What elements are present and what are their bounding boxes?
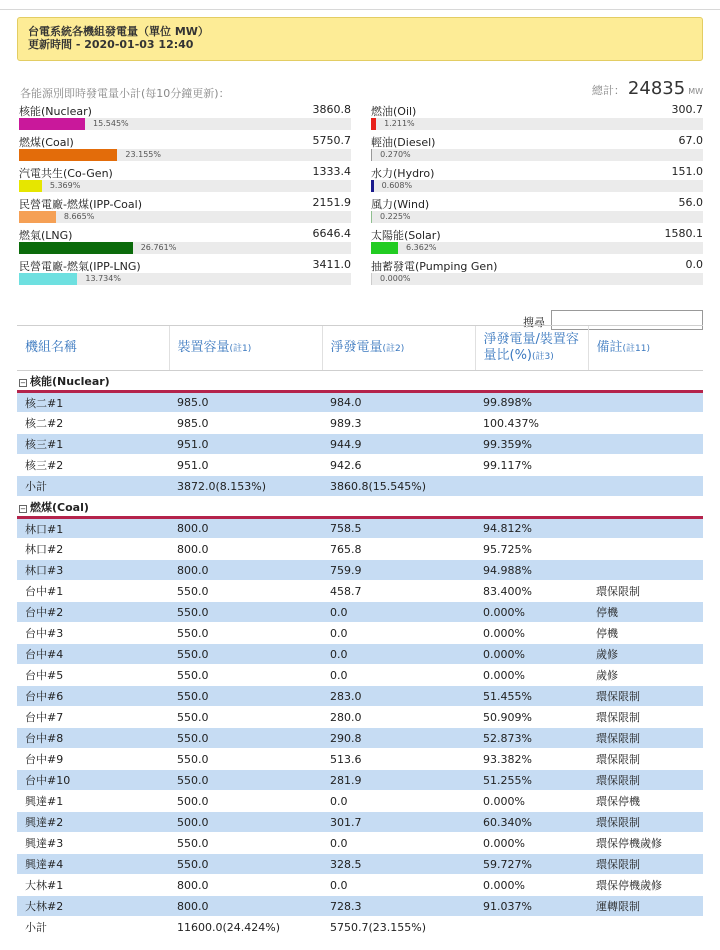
table-row [17, 581, 703, 602]
source-percent: 26.761% [140, 243, 177, 252]
table-cell: 759.9 [322, 560, 475, 581]
table-cell: 550.0 [169, 749, 322, 770]
source-bar-fill [19, 211, 56, 223]
table-cell [475, 917, 588, 938]
source-value: 151.0 [671, 165, 703, 178]
source-bar-track [19, 149, 351, 161]
table-cell: 台中#4 [17, 644, 169, 665]
table-cell: 94.988% [475, 560, 588, 581]
table-cell [588, 392, 703, 413]
header-banner [17, 17, 703, 61]
table-cell: 0.000% [475, 623, 588, 644]
table-cell: 944.9 [322, 434, 475, 455]
source-bar-track [19, 211, 351, 223]
table-cell: 0.000% [475, 602, 588, 623]
table-cell: 550.0 [169, 581, 322, 602]
table-cell: 99.359% [475, 434, 588, 455]
table-cell: 550.0 [169, 665, 322, 686]
table-cell [588, 455, 703, 476]
table-cell: 環保限制 [588, 812, 703, 833]
table-cell: 500.0 [169, 812, 322, 833]
table-cell: 951.0 [169, 434, 322, 455]
column-header[interactable] [475, 326, 588, 371]
table-cell: 環保停機歲修 [588, 875, 703, 896]
column-header[interactable] [588, 326, 703, 371]
generator-table [17, 325, 703, 938]
table-cell: 550.0 [169, 770, 322, 791]
table-cell: 0.000% [475, 644, 588, 665]
table-cell: 環保限制 [588, 686, 703, 707]
table-row [17, 833, 703, 854]
table-cell: 停機 [588, 602, 703, 623]
table-cell: 94.812% [475, 518, 588, 539]
source-percent: 0.270% [380, 150, 411, 159]
source-item [371, 256, 703, 287]
table-cell: 99.898% [475, 392, 588, 413]
source-value: 6646.4 [312, 227, 351, 240]
table-cell: 環保停機 [588, 791, 703, 812]
source-value: 1333.4 [312, 165, 351, 178]
source-name: 燃氣(LNG) [19, 229, 73, 242]
source-bar-track [371, 242, 703, 254]
source-bar-fill [19, 242, 133, 254]
table-cell: 550.0 [169, 644, 322, 665]
table-cell: 核三#1 [17, 434, 169, 455]
table-cell: 0.000% [475, 791, 588, 812]
source-value: 3860.8 [312, 103, 351, 116]
table-cell: 765.8 [322, 539, 475, 560]
table-row [17, 917, 703, 938]
table-cell: 550.0 [169, 728, 322, 749]
source-item [19, 163, 351, 194]
table-cell: 758.5 [322, 518, 475, 539]
table-cell: 大林#2 [17, 896, 169, 917]
table-body [17, 371, 703, 938]
table-header-row [17, 326, 703, 371]
source-item [19, 194, 351, 225]
source-value: 300.7 [671, 103, 703, 116]
table-cell: 台中#7 [17, 707, 169, 728]
table-cell: 989.3 [322, 413, 475, 434]
table-cell: 環保限制 [588, 707, 703, 728]
table-cell: 林口#2 [17, 539, 169, 560]
table-row [17, 854, 703, 875]
table-cell: 550.0 [169, 623, 322, 644]
table-cell [588, 560, 703, 581]
table-cell: 台中#1 [17, 581, 169, 602]
table-cell: 0.0 [322, 791, 475, 812]
table-cell: 台中#9 [17, 749, 169, 770]
table-cell: 942.6 [322, 455, 475, 476]
table-cell: 985.0 [169, 413, 322, 434]
table-cell: 500.0 [169, 791, 322, 812]
source-percent: 1.211% [384, 119, 415, 128]
table-cell: 興達#1 [17, 791, 169, 812]
source-bar-fill [371, 149, 372, 161]
table-row [17, 392, 703, 413]
table-cell: 環保停機歲修 [588, 833, 703, 854]
source-item [371, 225, 703, 256]
table-cell: 環保限制 [588, 770, 703, 791]
table-cell: 800.0 [169, 560, 322, 581]
table-row [17, 413, 703, 434]
source-percent: 0.000% [380, 274, 411, 283]
source-name: 抽蓄發電(Pumping Gen) [371, 260, 498, 273]
table-row [17, 749, 703, 770]
table-cell: 0.000% [475, 833, 588, 854]
table-cell: 95.725% [475, 539, 588, 560]
table-cell: 核二#2 [17, 413, 169, 434]
table-cell: 458.7 [322, 581, 475, 602]
table-cell: 0.0 [322, 602, 475, 623]
table-cell [588, 434, 703, 455]
source-bar-track [371, 273, 703, 285]
table-cell: 550.0 [169, 686, 322, 707]
table-cell: 林口#3 [17, 560, 169, 581]
column-header-note: (註3) [532, 351, 554, 362]
source-summary [17, 101, 703, 286]
table-cell: 93.382% [475, 749, 588, 770]
table-cell: 大林#1 [17, 875, 169, 896]
source-value: 1580.1 [664, 227, 703, 240]
table-cell: 歲修 [588, 644, 703, 665]
group-cell [17, 371, 703, 392]
table-cell: 0.0 [322, 833, 475, 854]
group-row[interactable] [17, 371, 703, 392]
table-cell: 985.0 [169, 392, 322, 413]
column-header[interactable] [169, 326, 322, 371]
source-value: 2151.9 [312, 196, 351, 209]
table-cell: 301.7 [322, 812, 475, 833]
table-cell: 歲修 [588, 665, 703, 686]
source-name: 輕油(Diesel) [371, 136, 436, 149]
table-cell: 核三#2 [17, 455, 169, 476]
source-bar-fill [371, 273, 372, 285]
total-output [592, 78, 703, 99]
top-divider [0, 0, 720, 10]
table-cell: 91.037% [475, 896, 588, 917]
table-cell: 281.9 [322, 770, 475, 791]
collapse-icon[interactable]: − [20, 378, 26, 387]
table-row [17, 875, 703, 896]
table-cell: 800.0 [169, 896, 322, 917]
table-cell: 小計 [17, 476, 169, 497]
table-cell: 100.437% [475, 413, 588, 434]
source-bar-fill [19, 118, 85, 130]
source-item [371, 163, 703, 194]
table-cell: 550.0 [169, 602, 322, 623]
source-percent: 0.225% [380, 212, 411, 221]
table-cell: 環保限制 [588, 581, 703, 602]
table-cell: 核二#1 [17, 392, 169, 413]
source-percent: 15.545% [93, 119, 129, 128]
table-cell: 運轉限制 [588, 896, 703, 917]
table-cell: 60.340% [475, 812, 588, 833]
table-cell: 5750.7(23.155%) [322, 917, 475, 938]
source-bar-fill [19, 180, 42, 192]
column-header-text: 淨發電量 [330, 339, 383, 355]
column-header-text: 機組名稱 [25, 339, 78, 355]
source-name: 水力(Hydro) [371, 167, 435, 180]
source-percent: 8.665% [63, 212, 95, 221]
table-row [17, 539, 703, 560]
source-name: 核能(Nuclear) [19, 105, 92, 118]
table-row [17, 896, 703, 917]
source-name: 民營電廠-燃煤(IPP-Coal) [19, 198, 142, 211]
column-header[interactable] [17, 326, 169, 371]
source-value: 0.0 [685, 258, 703, 271]
table-cell: 290.8 [322, 728, 475, 749]
table-row [17, 707, 703, 728]
table-cell: 興達#3 [17, 833, 169, 854]
source-bar-fill [371, 211, 372, 223]
source-bar-track [371, 211, 703, 223]
source-percent: 6.362% [406, 243, 437, 252]
source-percent: 13.734% [85, 274, 121, 283]
table-cell: 550.0 [169, 854, 322, 875]
group-cell [17, 497, 703, 518]
table-cell: 0.000% [475, 875, 588, 896]
update-time: 更新時間 - 2020-01-03 12:40 [28, 38, 194, 51]
column-header-text: 備註 [596, 339, 623, 355]
table-cell: 3860.8(15.545%) [322, 476, 475, 497]
column-header-note: (註11) [622, 343, 650, 354]
source-bar-track [19, 118, 351, 130]
source-value: 67.0 [678, 134, 703, 147]
table-cell: 51.455% [475, 686, 588, 707]
table-row [17, 770, 703, 791]
source-bar-fill [19, 149, 117, 161]
table-row [17, 812, 703, 833]
table-cell: 0.0 [322, 875, 475, 896]
source-item [371, 194, 703, 225]
total-label: 總計： [591, 84, 625, 97]
source-item [19, 101, 351, 132]
table-cell: 林口#1 [17, 518, 169, 539]
source-item [19, 132, 351, 163]
group-row[interactable] [17, 497, 703, 518]
table-row [17, 665, 703, 686]
table-cell [475, 476, 588, 497]
total-unit: MW [688, 87, 703, 96]
source-item [19, 256, 351, 287]
source-bar-track [19, 242, 351, 254]
table-cell: 52.873% [475, 728, 588, 749]
source-name: 燃油(Oil) [371, 105, 417, 118]
table-cell: 3872.0(8.153%) [169, 476, 322, 497]
source-bar-track [371, 180, 703, 192]
table-row [17, 644, 703, 665]
table-row [17, 455, 703, 476]
table-row [17, 623, 703, 644]
table-cell: 83.400% [475, 581, 588, 602]
source-percent: 5.369% [49, 181, 81, 190]
source-name: 風力(Wind) [371, 198, 430, 211]
source-bar-fill [371, 242, 398, 254]
table-cell: 59.727% [475, 854, 588, 875]
table-cell: 328.5 [322, 854, 475, 875]
source-name: 民營電廠-燃氣(IPP-LNG) [19, 260, 141, 273]
table-cell: 台中#5 [17, 665, 169, 686]
table-cell: 99.117% [475, 455, 588, 476]
search-label: 搜尋 [523, 316, 545, 329]
table-cell: 513.6 [322, 749, 475, 770]
table-cell: 951.0 [169, 455, 322, 476]
table-cell [588, 539, 703, 560]
table-cell: 0.000% [475, 665, 588, 686]
column-header-note: (註1) [229, 343, 252, 354]
table-cell: 停機 [588, 623, 703, 644]
table-cell: 984.0 [322, 392, 475, 413]
column-header-text: 淨發電量/裝置容量比(%) [483, 331, 579, 363]
table-cell [588, 413, 703, 434]
table-row [17, 560, 703, 581]
column-header-text: 裝置容量 [177, 339, 230, 355]
table-cell [588, 518, 703, 539]
table-cell: 728.3 [322, 896, 475, 917]
table-cell: 台中#10 [17, 770, 169, 791]
table-cell: 550.0 [169, 833, 322, 854]
table-row [17, 602, 703, 623]
source-name: 太陽能(Solar) [371, 229, 441, 242]
source-item [371, 132, 703, 163]
table-cell: 50.909% [475, 707, 588, 728]
table-cell: 興達#2 [17, 812, 169, 833]
page-title: 台電系統各機組發電量（單位 MW） [28, 25, 209, 38]
table-cell: 11600.0(24.424%) [169, 917, 322, 938]
source-bar-fill [371, 180, 374, 192]
table-cell: 興達#4 [17, 854, 169, 875]
table-row [17, 728, 703, 749]
table-cell: 0.0 [322, 665, 475, 686]
source-item [371, 101, 703, 132]
source-bar-track [371, 118, 703, 130]
table-cell: 環保限制 [588, 728, 703, 749]
source-bar-fill [19, 273, 77, 285]
source-column-right [371, 101, 703, 287]
table-cell: 800.0 [169, 539, 322, 560]
column-header[interactable] [322, 326, 475, 371]
summary-header [17, 78, 703, 101]
table-cell: 台中#8 [17, 728, 169, 749]
column-header-note: (註2) [382, 343, 405, 354]
source-percent: 23.155% [125, 150, 161, 159]
table-cell: 283.0 [322, 686, 475, 707]
table-cell: 台中#3 [17, 623, 169, 644]
table-cell: 550.0 [169, 707, 322, 728]
table-cell: 51.255% [475, 770, 588, 791]
source-bar-track [371, 149, 703, 161]
source-value: 5750.7 [312, 134, 351, 147]
group-name: 燃煤(Coal) [30, 500, 89, 514]
table-cell: 台中#6 [17, 686, 169, 707]
table-row [17, 686, 703, 707]
table-row [17, 434, 703, 455]
group-name: 核能(Nuclear) [30, 374, 110, 388]
table-cell: 800.0 [169, 875, 322, 896]
source-percent: 0.608% [381, 181, 413, 190]
table-row [17, 476, 703, 497]
table-cell: 環保限制 [588, 854, 703, 875]
table-cell: 0.0 [322, 623, 475, 644]
source-value: 3411.0 [312, 258, 351, 271]
source-name: 燃煤(Coal) [19, 136, 74, 149]
table-cell: 環保限制 [588, 749, 703, 770]
table-cell: 小計 [17, 917, 169, 938]
summary-caption: 各能源別即時發電量小計(每10分鐘更新)： [20, 87, 230, 100]
table-cell: 台中#2 [17, 602, 169, 623]
source-item [19, 225, 351, 256]
total-value: 24835 [627, 78, 686, 99]
table-cell [588, 476, 703, 497]
source-bar-track [19, 180, 351, 192]
source-bar-fill [371, 118, 376, 130]
table-row [17, 518, 703, 539]
source-value: 56.0 [678, 196, 703, 209]
table-cell: 0.0 [322, 644, 475, 665]
collapse-icon[interactable]: − [20, 504, 26, 513]
table-cell: 280.0 [322, 707, 475, 728]
source-column-left [19, 101, 351, 287]
table-cell [588, 917, 703, 938]
source-bar-track [19, 273, 351, 285]
source-name: 汽電共生(Co-Gen) [19, 167, 113, 180]
table-row [17, 791, 703, 812]
table-cell: 800.0 [169, 518, 322, 539]
